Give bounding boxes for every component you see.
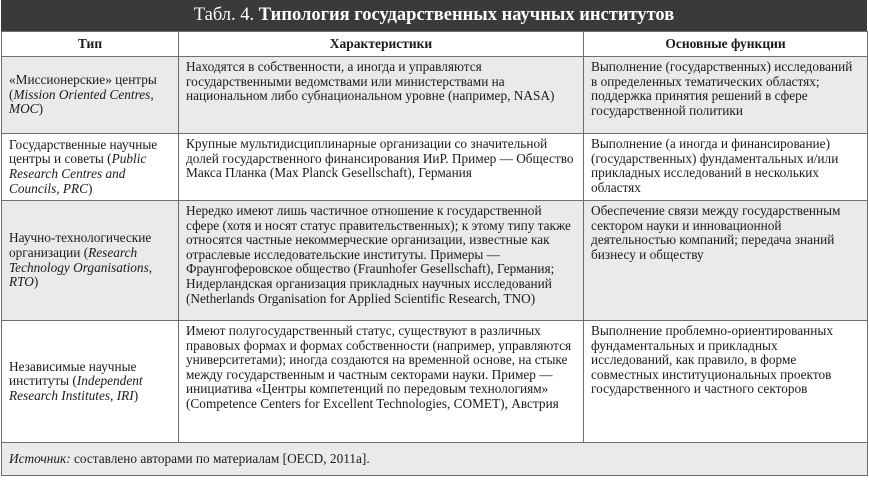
source-row <box>2 443 868 476</box>
table-row <box>2 201 868 321</box>
type-name: Независимые научные институты ( <box>9 358 137 389</box>
table-row <box>2 134 868 201</box>
source-text: составлено авторами по материалам [OECD, 2011a]. <box>70 450 370 466</box>
type-english: Independent Research Institutes, IRI <box>9 373 143 403</box>
type-cell <box>2 57 179 134</box>
header-characteristics: Характеристики <box>179 32 584 57</box>
type-cell <box>2 321 179 443</box>
table-title-text: Типология государственных научных институтов <box>258 5 675 25</box>
type-close: ) <box>88 180 93 196</box>
characteristics-cell: Находятся в собственности, а иногда и управляются государственными ведомствами или министерствами на национальном либо субнациональном уровне (например, NASA) <box>179 57 584 134</box>
type-close: ) <box>133 387 139 403</box>
type-name: «Миссионерские» центры ( <box>9 72 157 102</box>
type-english: Research Technology Organisations, RTO <box>9 244 153 290</box>
characteristics-cell: Имеют полугосударственный статус, существуют в различных правовых формах и формах собственности (например, управляются университетами); иногда создаются на временной основе, на стыке между государственным и частным секторами науки. Пример — инициатива «Центры компетенций по передовым технологиям» (Competence Centers for Excellent Technologies, COMET), Австрия <box>179 321 584 443</box>
functions-cell: Выполнение проблемно-ориентированных фундаментальных и прикладных исследований, как правило, в форме совместных институциональных проектов государственного и частного секторов <box>584 321 868 443</box>
type-english: Public Research Centres and Councils, PRC <box>9 151 147 196</box>
table-row <box>2 57 868 134</box>
source-label: Источник: <box>9 450 71 466</box>
table-container <box>1 0 867 483</box>
characteristics-cell: Нередко имеют лишь частичное отношение к государственной сфере (хотя и носят статус правительственных); к этому типу также относятся частные некоммерческие организации, известные как отраслевые исследовательские институты. Примеры — Фраунгоферовское общество (Fraunhofer Gesellschaft), Германия; Нидерландская организация прикладных научных исследований (Netherlands Organisation for Applied Scientific Research, TNO) <box>179 201 584 321</box>
table-title <box>1 0 867 31</box>
source-note <box>2 443 868 476</box>
type-english: Mission Oriented Centres, MOC <box>9 86 154 117</box>
type-close: ) <box>38 101 43 117</box>
type-close: ) <box>33 274 39 290</box>
typology-table <box>1 31 868 476</box>
table-number: Табл. 4. <box>193 5 255 25</box>
type-cell <box>2 134 179 201</box>
header-row <box>2 32 868 57</box>
functions-cell: Обеспечение связи между государственным сектором науки и инновационной деятельностью компаний; передача знаний бизнесу и обществу <box>584 201 868 321</box>
functions-cell: Выполнение (а иногда и финансирование) (государственных) фундаментальных и/или прикладных исследований в нескольких областях <box>584 134 868 201</box>
type-name: Научно-технологические организации ( <box>9 230 152 260</box>
characteristics-cell: Крупные мультидисциплинарные организации со значительной долей государственного финансирования ИиР. Пример — Общество Макса Планка (Max Planck Gesellschaft), Германия <box>179 134 584 201</box>
header-functions: Основные функции <box>584 32 868 57</box>
type-name: Государственные научные центры и советы ( <box>9 136 158 167</box>
type-cell <box>2 201 179 321</box>
header-type: Тип <box>2 32 179 57</box>
table-row <box>2 321 868 443</box>
functions-cell: Выполнение (государственных) исследований в определенных тематических областях; поддержка принятия решений в сфере государственной политики <box>584 57 868 134</box>
